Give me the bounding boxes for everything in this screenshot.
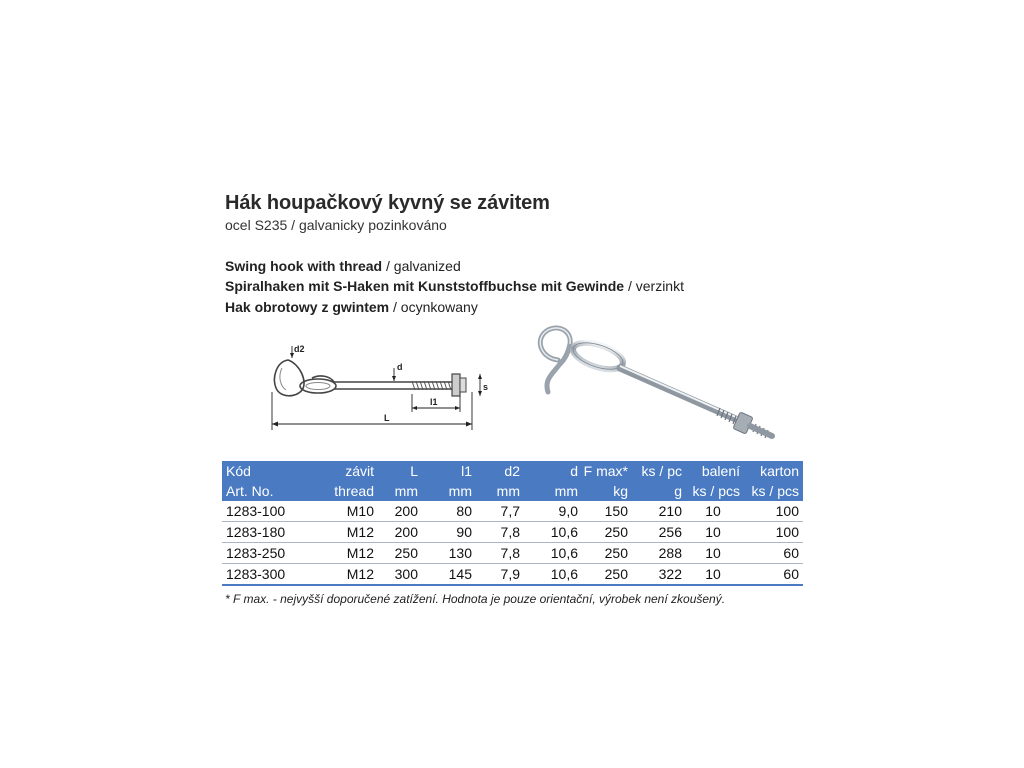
table-cell: 7,7: [474, 501, 522, 522]
header-cell: F max*: [580, 461, 630, 481]
nut-photo-shape: [733, 412, 753, 434]
table-cell: 90: [420, 522, 474, 543]
shaft-shape: [620, 368, 738, 420]
table-cell: 7,9: [474, 564, 522, 586]
table-cell: 200: [376, 522, 420, 543]
header-cell: ks / pc: [630, 461, 684, 481]
header-cell: balení: [684, 461, 742, 481]
header-cell: mm: [474, 481, 522, 501]
table-cell: 60: [742, 564, 803, 586]
label-d2: d2: [294, 344, 305, 354]
translation-pl-suffix: / ocynkowany: [389, 299, 478, 315]
technical-drawing: [262, 338, 492, 438]
header-cell: d2: [474, 461, 522, 481]
table-cell: M12: [324, 543, 376, 564]
translation-de-name: Spiralhaken mit S-Haken mit Kunststoffbuchse mit Gewinde: [225, 278, 625, 294]
translation-en-name: Swing hook with thread: [225, 258, 383, 274]
table-row: [222, 501, 803, 522]
table-cell: 1283-100: [222, 501, 324, 522]
translation-en-suffix: / galvanized: [382, 258, 461, 274]
label-l1: l1: [430, 397, 438, 407]
table-cell: M12: [324, 564, 376, 586]
header-cell: karton: [742, 461, 803, 481]
header-cell: ks / pcs: [684, 481, 742, 501]
table-cell: 250: [580, 564, 630, 586]
spec-table: [222, 461, 803, 586]
table-cell: 10,6: [522, 543, 580, 564]
table-cell: M10: [324, 501, 376, 522]
table-cell: 80: [420, 501, 474, 522]
label-d: d: [397, 362, 403, 372]
header-cell: mm: [376, 481, 420, 501]
table-row: [222, 543, 803, 564]
table-cell: 250: [580, 543, 630, 564]
header-cell: l1: [420, 461, 474, 481]
table-cell: 10: [684, 543, 742, 564]
table-cell: 130: [420, 543, 474, 564]
label-s: s: [483, 382, 489, 392]
translation-pl: [225, 299, 478, 315]
translation-de: [225, 278, 684, 294]
header-row-1: [222, 461, 803, 481]
label-L: L: [384, 413, 390, 423]
header-cell: Art. No.: [222, 481, 324, 501]
table-cell: 10,6: [522, 564, 580, 586]
header-cell: mm: [420, 481, 474, 501]
translation-en: [225, 258, 461, 274]
table-cell: 9,0: [522, 501, 580, 522]
table-cell: 250: [376, 543, 420, 564]
table-cell: 1283-300: [222, 564, 324, 586]
table-cell: 7,8: [474, 522, 522, 543]
header-cell: Kód: [222, 461, 324, 481]
table-cell: 150: [580, 501, 630, 522]
table-cell: 200: [376, 501, 420, 522]
header-cell: L: [376, 461, 420, 481]
header-row-2: [222, 481, 803, 501]
table-cell: 322: [630, 564, 684, 586]
table-cell: M12: [324, 522, 376, 543]
eye-shape: [300, 379, 336, 393]
product-photo: [520, 318, 780, 448]
header-cell: ks / pcs: [742, 481, 803, 501]
table-cell: 1283-180: [222, 522, 324, 543]
header-cell: d: [522, 461, 580, 481]
table-row: [222, 522, 803, 543]
table-cell: 250: [580, 522, 630, 543]
header-cell: g: [630, 481, 684, 501]
table-cell: 10: [684, 564, 742, 586]
translation-pl-name: Hak obrotowy z gwintem: [225, 299, 390, 315]
nut-shape: [452, 374, 460, 396]
table-cell: 1283-250: [222, 543, 324, 564]
product-subtitle: ocel S235 / galvanicky pozinkováno: [225, 217, 447, 233]
table-cell: 100: [742, 522, 803, 543]
table-cell: 10: [684, 522, 742, 543]
translation-de-suffix: / verzinkt: [624, 278, 684, 294]
table-cell: 300: [376, 564, 420, 586]
header-cell: kg: [580, 481, 630, 501]
table-cell: 10: [684, 501, 742, 522]
table-cell: 7,8: [474, 543, 522, 564]
table-cell: 60: [742, 543, 803, 564]
header-cell: závit: [324, 461, 376, 481]
table-cell: 210: [630, 501, 684, 522]
table-cell: 145: [420, 564, 474, 586]
table-cell: 100: [742, 501, 803, 522]
product-title: Hák houpačkový kyvný se závitem: [225, 192, 550, 214]
footnote: * F max. - nejvyšší doporučené zatížení. Hodnota je pouze orientační, výrobek není zkoušený.: [225, 592, 726, 606]
hook-loop-shape: [275, 360, 305, 396]
header-cell: thread: [324, 481, 376, 501]
table-cell: 10,6: [522, 522, 580, 543]
table-cell: 288: [630, 543, 684, 564]
table-row: [222, 564, 803, 586]
header-cell: mm: [522, 481, 580, 501]
table-cell: 256: [630, 522, 684, 543]
